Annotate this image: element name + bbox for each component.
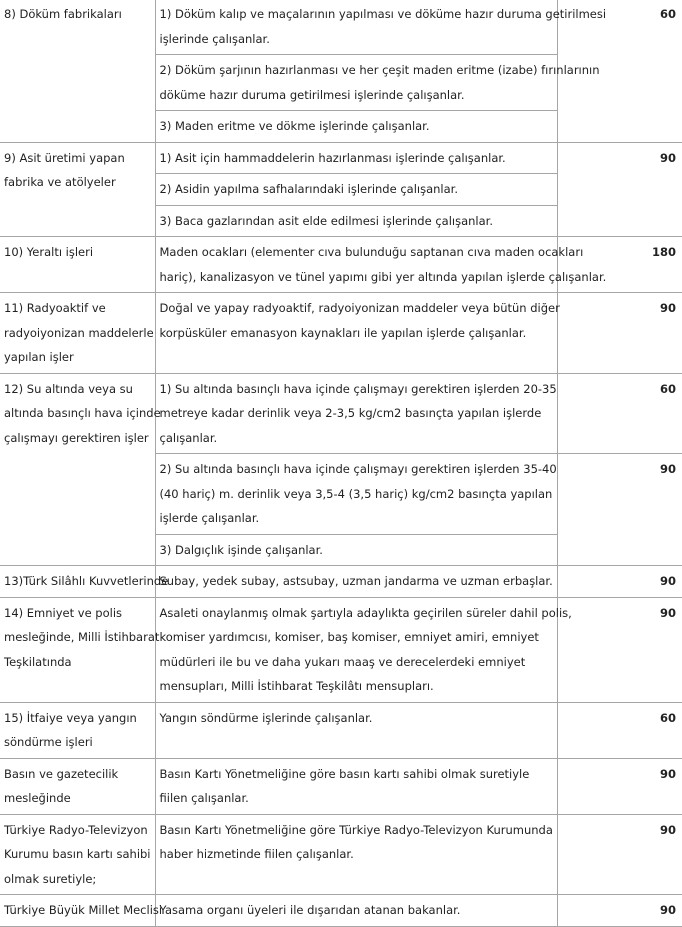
table-row — [0, 293, 682, 374]
description-cell: 3) Maden eritme ve dökme işlerinde çalışanlar. — [155, 111, 557, 143]
days-cell: 180 — [557, 237, 682, 293]
days-cell: 90 — [557, 895, 682, 927]
table-row — [0, 373, 682, 454]
category-cell: 9) Asit üretimi yapan fabrika ve atölyeler — [0, 142, 155, 237]
description-cell: Basın Kartı Yönetmeliğine göre Türkiye Radyo-Televizyon Kurumunda haber hizmetinde fiilen çalışanlar. — [155, 814, 557, 895]
days-cell: 90 — [557, 454, 682, 566]
table-row — [0, 566, 682, 598]
table-row — [0, 0, 682, 55]
days-cell: 90 — [557, 566, 682, 598]
days-cell: 60 — [557, 702, 682, 758]
description-cell: 3) Baca gazlarından asit elde edilmesi işlerinde çalışanlar. — [155, 205, 557, 237]
description-cell: 2) Asidin yapılma safhalarındaki işlerinde çalışanlar. — [155, 174, 557, 206]
category-cell: 8) Döküm fabrikaları — [0, 0, 155, 142]
description-cell: Subay, yedek subay, astsubay, uzman jandarma ve uzman erbaşlar. — [155, 566, 557, 598]
category-cell: 15) İtfaiye veya yangın söndürme işleri — [0, 702, 155, 758]
table-row — [0, 814, 682, 895]
category-cell: 11) Radyoaktif ve radyoiyonizan maddelerle yapılan işler — [0, 293, 155, 374]
days-cell: 90 — [557, 758, 682, 814]
category-cell: 12) Su altında veya su altında basınçlı hava içinde çalışmayı gerektiren işler — [0, 373, 155, 566]
description-cell: 1) Asit için hammaddelerin hazırlanması işlerinde çalışanlar. — [155, 142, 557, 174]
category-cell: 13)Türk Silâhlı Kuvvetlerinde — [0, 566, 155, 598]
category-cell: Basın ve gazetecilik mesleğinde — [0, 758, 155, 814]
description-cell: 1) Su altında basınçlı hava içinde çalışmayı gerektiren işlerden 20-35 metreye kadar derinlik veya 2-3,5 kg/cm2 basınçta yapılan işlerde çalışanlar. — [155, 373, 557, 454]
description-cell: Doğal ve yapay radyoaktif, radyoiyonizan maddeler veya bütün diğer korpüsküler emanasyon kaynakları ile yapılan işlerde çalışanlar. — [155, 293, 557, 374]
description-cell: Asaleti onaylanmış olmak şartıyla adaylıkta geçirilen süreler dahil polis, komiser yardımcısı, komiser, baş komiser, emniyet amiri, emniyet müdürleri ile bu ve daha yukarı maaş ve derecelerdeki emniyet mensupları, Milli İstihbarat Teşkilâtı mensupları. — [155, 597, 557, 702]
description-cell: 2) Döküm şarjının hazırlanması ve her çeşit maden eritme (izabe) fırınlarının döküme hazır duruma getirilmesi işlerinde çalışanlar. — [155, 55, 557, 111]
description-cell: Basın Kartı Yönetmeliğine göre basın kartı sahibi olmak suretiyle fiilen çalışanlar. — [155, 758, 557, 814]
category-cell: Türkiye Radyo-Televizyon Kurumu basın kartı sahibi olmak suretiyle; — [0, 814, 155, 895]
days-cell: 90 — [557, 814, 682, 895]
category-cell: Türkiye Büyük Millet Meclisi — [0, 895, 155, 927]
days-cell: 60 — [557, 373, 682, 454]
table-row — [0, 758, 682, 814]
table-row — [0, 142, 682, 174]
description-cell: 1) Döküm kalıp ve maçalarının yapılması ve döküme hazır duruma getirilmesi işlerinde çalışanlar. — [155, 0, 557, 55]
table-row — [0, 597, 682, 702]
table-row — [0, 237, 682, 293]
table-row — [0, 702, 682, 758]
days-cell: 90 — [557, 597, 682, 702]
days-cell: 90 — [557, 142, 682, 237]
description-cell: 3) Dalgıçlık işinde çalışanlar. — [155, 534, 557, 566]
description-cell: Yangın söndürme işlerinde çalışanlar. — [155, 702, 557, 758]
table-row — [0, 895, 682, 927]
category-cell: 10) Yeraltı işleri — [0, 237, 155, 293]
description-cell: Yasama organı üyeleri ile dışarıdan atanan bakanlar. — [155, 895, 557, 927]
category-cell: 14) Emniyet ve polis mesleğinde, Milli İstihbarat Teşkilatında — [0, 597, 155, 702]
description-cell: Maden ocakları (elementer cıva bulunduğu saptanan cıva maden ocakları hariç), kanalizasyon ve tünel yapımı gibi yer altında yapılan işlerde çalışanlar. — [155, 237, 557, 293]
description-cell: 2) Su altında basınçlı hava içinde çalışmayı gerektiren işlerden 35-40 (40 hariç) m. derinlik veya 3,5-4 (3,5 hariç) kg/cm2 basınçta yapılan işlerde çalışanlar. — [155, 454, 557, 535]
days-cell: 90 — [557, 293, 682, 374]
days-cell: 60 — [557, 0, 682, 142]
